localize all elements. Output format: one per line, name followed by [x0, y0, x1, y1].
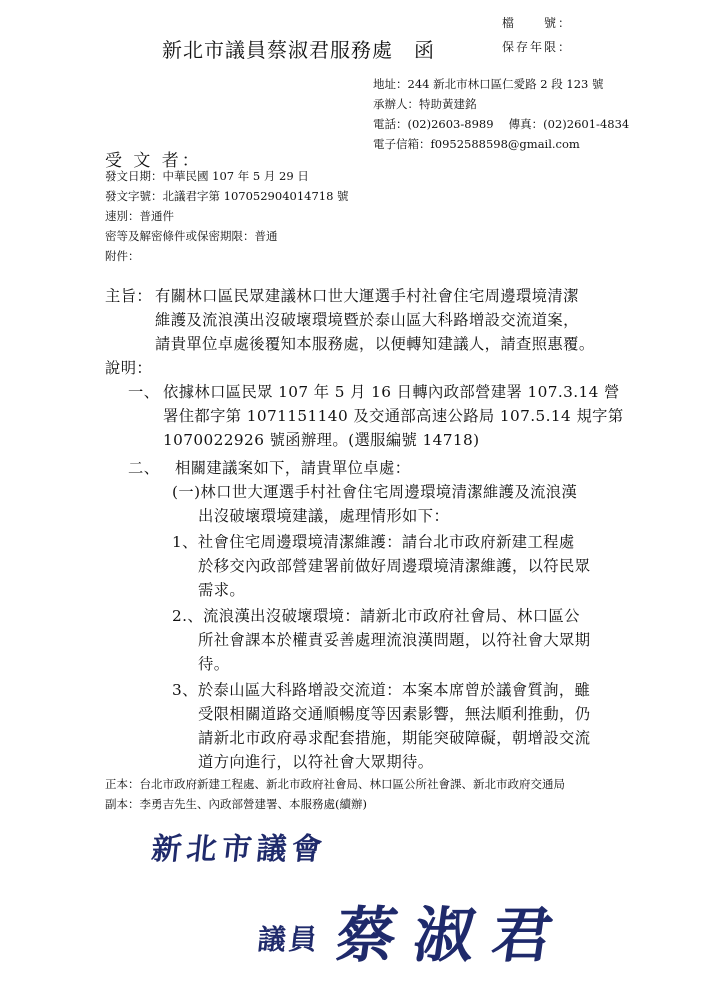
sub-item-line: (一)林口世大運選手村社會住宅周邊環境清潔維護及流浪漢 — [172, 483, 578, 501]
point-line: 請新北市政府尋求配套措施，期能突破障礙，朝增設交流 — [198, 729, 591, 747]
attachment-label: 附件： — [105, 249, 140, 263]
member-name-stamp: 蔡淑君 — [331, 901, 576, 971]
issue-date: 發文日期：中華民國 107 年 5 月 29 日 — [105, 169, 309, 183]
explanation-label: 說明： — [105, 359, 153, 377]
council-stamp: 新北市議會 — [149, 832, 329, 867]
point-line: 需求。 — [198, 581, 246, 599]
item-line: 1070022926 號函辦理。(選服編號 14718) — [163, 431, 480, 449]
member-title-stamp: 議員 — [256, 923, 322, 956]
document-number: 發文字號：北議君字第 107052904014718 號 — [105, 189, 349, 203]
copy-recipients: 副本：李勇吉先生、內政部營建署、本服務處(續辦) — [105, 797, 367, 811]
point-line: 道方向進行，以符社會大眾期待。 — [198, 753, 434, 771]
subject-line: 維護及流浪漢出沒破壞環境暨於泰山區大科路增設交流道案， — [155, 311, 579, 329]
point-line: 所社會課本於權責妥善處理流浪漢問題，以符社會大眾期 — [198, 631, 591, 649]
sub-item-line: 出沒破壞環境建議，處理情形如下： — [198, 507, 450, 525]
point-line: 受限相關道路交通順暢度等因素影響，無法順利推動，仍 — [198, 705, 591, 723]
document-title: 新北市議員蔡淑君服務處 函 — [162, 38, 435, 62]
item-intro: 相關建議案如下，請貴單位卓處： — [175, 459, 411, 477]
retention-period-label: 保存年限： — [501, 40, 572, 54]
email-line: 電子信箱：f0952588598@gmail.com — [373, 137, 580, 151]
point-line: 待。 — [198, 655, 230, 673]
subject-label: 主旨： — [105, 287, 153, 305]
subject-line: 有關林口區民眾建議林口世大運選手村社會住宅周邊環境清潔 — [155, 287, 579, 305]
speed-type: 速別：普通件 — [105, 209, 174, 223]
item-number: 二、 — [128, 459, 160, 477]
handler-line: 承辦人：特助黃建銘 — [373, 97, 477, 111]
archive-number-label: 檔 號： — [501, 16, 572, 30]
recipient-label: 受 文 者： — [105, 151, 202, 171]
phone-fax-line: 電話：(02)2603-8989 傳真：(02)2601-4834 — [373, 117, 630, 131]
item-line: 署住都字第 1071151140 及交通部高速公路局 107.5.14 規字第 — [163, 407, 624, 425]
point-line: 於移交內政部營建署前做好周邊環境清潔維護，以符民眾 — [198, 557, 591, 575]
point-line: 1、社會住宅周邊環境清潔維護：請台北市政府新建工程處 — [172, 533, 575, 551]
secrecy-level: 密等及解密條件或保密期限：普通 — [105, 229, 278, 243]
point-line: 3、於泰山區大科路增設交流道：本案本席曾於議會質詢，雖 — [172, 681, 591, 699]
address-line: 地址：244 新北市林口區仁愛路 2 段 123 號 — [373, 77, 604, 91]
item-line: 依據林口區民眾 107 年 5 月 16 日轉內政部營建署 107.3.14 營 — [163, 383, 620, 401]
subject-line: 請貴單位卓處後覆知本服務處，以便轉知建議人，請查照惠覆。 — [155, 335, 595, 353]
item-number: 一、 — [128, 383, 160, 401]
point-line: 2.、流浪漢出沒破壞環境：請新北市政府社會局、林口區公 — [172, 607, 580, 625]
original-recipients: 正本：台北市政府新建工程處、新北市政府社會局、林口區公所社會課、新北市政府交通局 — [105, 777, 565, 791]
